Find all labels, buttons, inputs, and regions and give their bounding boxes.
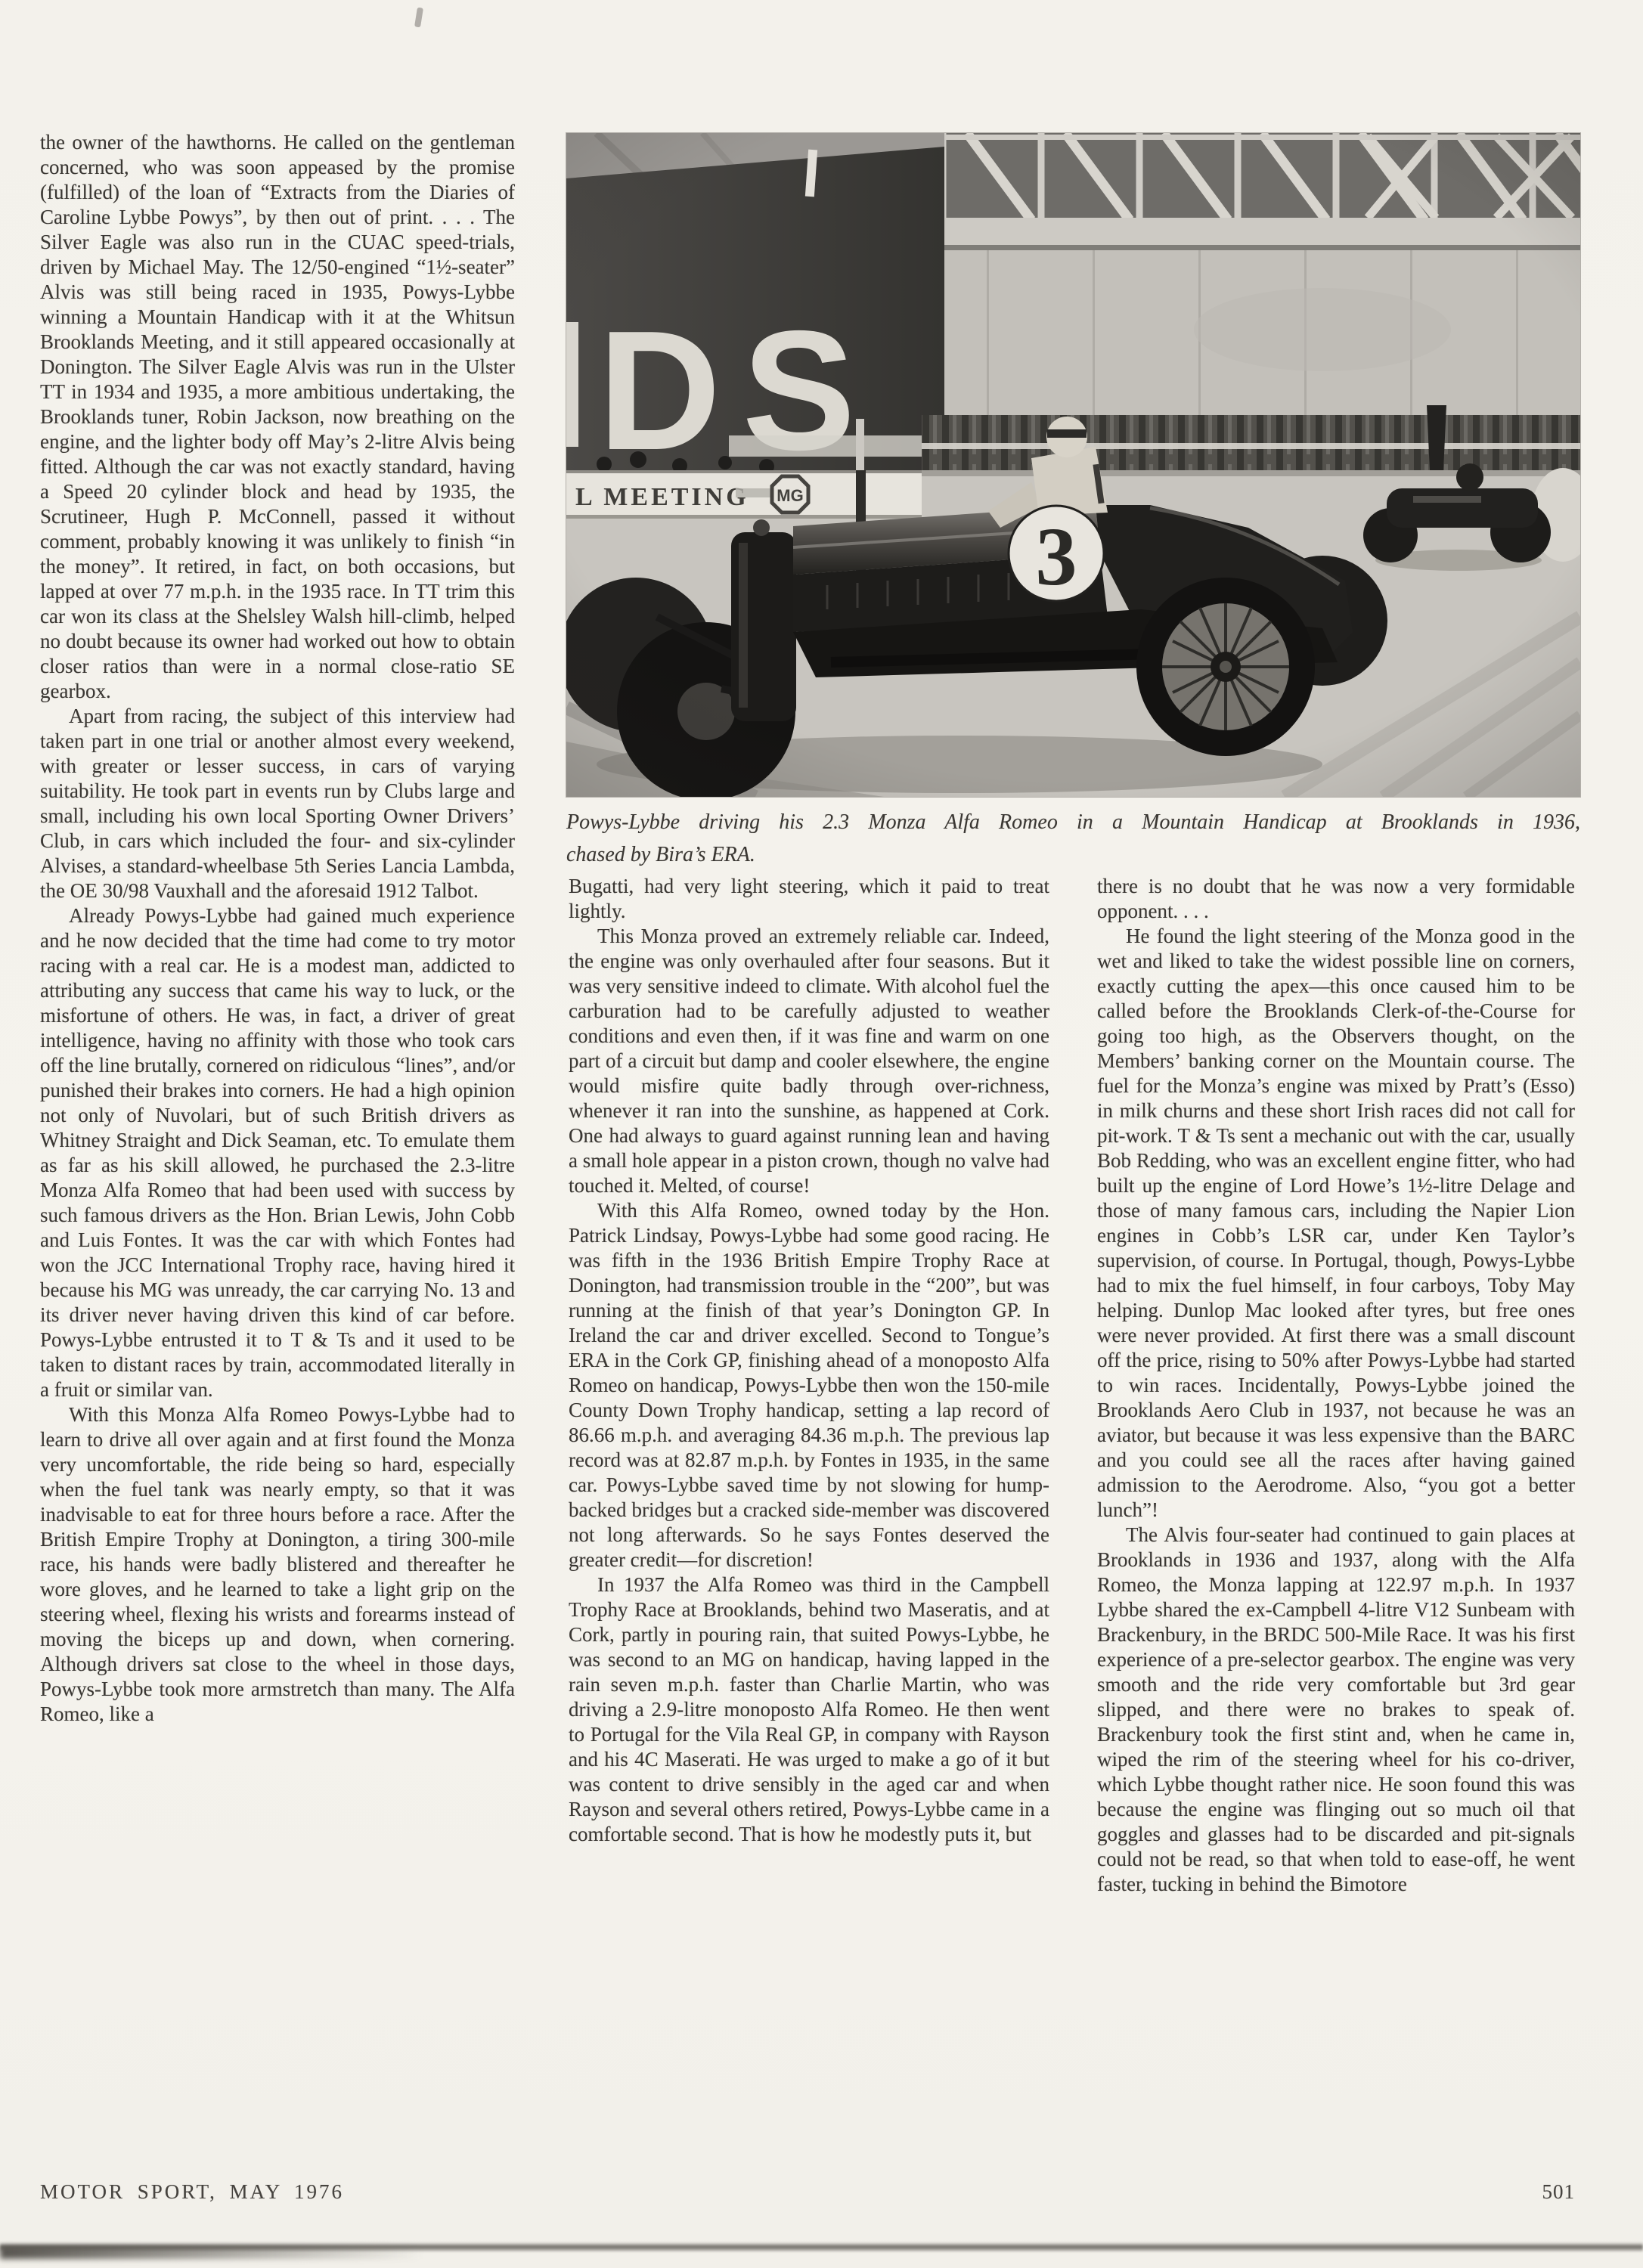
paragraph: there is no doubt that he was now a very formidable opponent. . . . [1097,875,1575,922]
paragraph: the owner of the hawthorns. He called on the gentleman concerned, who was soon appeased by the promise (fulfilled) of the loan of “Extracts from the Diaries of Caroline Lybbe Powys”, by then out of print. . . . The Silver Eagle was also run in the CUAC speed-trials, driven by Michael May. The 12/50-engined “1½-seater” Alvis was still being raced in 1935, Powys-Lybbe winning a Mountain Handicap with it at the Whitsun Brooklands Meeting, and it still appeared occasionally at Donington. The Silver Eagle Alvis was run in the Ulster TT in 1934 and 1935, a more ambitious undertaking, the Brooklands tuner, Robin Jackson, now breathing on the engine, and the lighter body off May’s 2-litre Alvis being fitted. Although the car was not exactly standard, having a Speed 20 cylinder block and head by 1935, the Scrutineer, Hugh P. McConnell, passed it without comment, probably knowing it was unlikely to finish “in the money”. It retired, in fact, on both occasions, but lapped at over 77 m.p.h. in the 1935 race. In TT trim this car won its class at the Shelsley Walsh hill-climb, helped no doubt because its owner had worked out how to obtain closer ratios than were in a normal close-ratio SE gearbox. [40,131,515,702]
paragraph: Apart from racing, the subject of this interview had taken part in one trial or another almost every weekend, with greater or lesser success, in cars of varying suitability. He took part in events run by Clubs large and small, including his own local Sporting Owner Drivers’ Club, in cars which included the four- and six-cylinder Alvises, a standard-wheelbase 5th Series Lancia Lambda, the OE 30/98 Vauxhall and the aforesaid 1912 Talbot. [40,705,515,902]
footer-magazine-title: MOTOR SPORT, MAY 1976 [40,2180,344,2203]
paragraph: He found the light steering of the Monza good in the wet and liked to take the widest possible line on corners, exactly cutting the apex—this once caused him to be called before the Brooklands Clerk-of-the-Course for going too high, as the Observers thought, on the Members’ banking corner on the Mountain course. The fuel for the Monza’s engine was mixed by Pratt’s (Esso) in milk churns and these short Irish races did not call for pit-work. T & Ts sent a mechanic out with the car, usually Bob Redding, who was an excellent engine fitter, who had built up the engine of Lord Howe’s 1½-litre Delage and those of many famous cars, including the Napier Lion engines in Cobb’s LSR car, under Ken Taylor’s supervision, of course. In Portugal, though, Powys-Lybbe had to mix the fuel himself, in four carboys, Toby May helping. Dunlop Mac looked after tyres, but free ones were never provided. At first there was a small discount off the price, rising to 50% after Powys-Lybbe had started to win races. Incidentally, Powys-Lybbe joined the Brooklands Aero Club in 1937, not because he was an aviator, but because it was less expensive than the BARC and you could see all the races after having gained admission to the Aerodrome. Also, “you got a better lunch”! [1097,925,1575,1521]
paragraph: With this Alfa Romeo, owned today by the Hon. Patrick Lindsay, Powys-Lybbe had some good racing. He was fifth in the 1936 British Empire Trophy Race at Donington, had transmission trouble in the “200”, but was running at the finish of that year’s Donington GP. In Ireland the car and driver excelled. Second to Tongue’s ERA in the Cork GP, finishing ahead of a monoposto Alfa Romeo on handicap, Powys-Lybbe then won the 150-mile County Down Trophy handicap, setting a lap record of 86.66 m.p.h. and averaging 84.36 m.p.h. The previous lap record was at 82.87 m.p.h. by Fontes in 1935, in the same car. Powys-Lybbe saved time by not slowing for hump-backed bridges but a cracked side-member was discovered not long afterwards. So he says Fontes deserved the greater credit—for discretion! [569,1199,1049,1571]
paragraph: Bugatti, had very light steering, which it paid to treat lightly. [569,875,1049,922]
article-column-middle [569,874,1049,1847]
paragraph: This Monza proved an extremely reliable car. Indeed, the engine was only overhauled after four seasons. But it was very sensitive indeed to climate. With alcohol fuel the carburation had to be carefully adjusted to weather conditions and even then, if it was fine and warm on one part of a circuit but damp and cooler elsewhere, the engine would misfire quite badly through over-richness, whenever it ran into the sunshine, as happened at Cork. One had always to guard against running lean and having a small hole appear in a piston crown, though no valve had touched it. Melted, of course! [569,925,1049,1197]
photo-caption-line2: chased by Bira’s ERA. [566,843,755,866]
paragraph: With this Monza Alfa Romeo Powys-Lybbe had to learn to drive all over again and at first found the Monza very uncomfortable, the ride being so hard, especially when the fuel tank was nearly empty, so that it was inadvisable to eat for three hours before a race. After the British Empire Trophy at Donington, a tiring 300-mile race, his hands were badly blistered and thereafter he wore gloves, and he learned to take a light grip on the steering wheel, flexing his wrists and forearms instead of moving the biceps up and down, when cornering. Although drivers sat close to the wheel in those days, Powys-Lybbe took more armstretch than many. The Alfa Romeo, like a [40,1403,515,1725]
photo-caption-line1: Powys-Lybbe driving his 2.3 Monza Alfa Romeo in a Mountain Handicap at Brooklands in 1936, [566,810,1580,834]
scan-speck [414,8,423,28]
paragraph: In 1937 the Alfa Romeo was third in the Campbell Trophy Race at Brooklands, behind two Maseratis, and at Cork, partly in pouring rain, that suited Powys-Lybbe, he was second to an MG on handicap, having lapped in the rain seven m.p.h. faster than Charlie Martin, who was driving a 2.9-litre monoposto Alfa Romeo. He then went to Portugal for the Vila Real GP, in company with Rayson and his 4C Maserati. He was urged to make a go of it but was content to drive sensibly in the aged car and when Rayson and several others retired, Powys-Lybbe came in a comfortable second. That is how he modestly puts it, but [569,1573,1049,1845]
paragraph: The Alvis four-seater had continued to gain places at Brooklands in 1936 and 1937, along with the Alfa Romeo, the Monza lapping at 122.97 m.p.h. In 1937 Lybbe shared the ex-Campbell 4-litre V12 Sunbeam with Brackenbury, in the BRDC 500-Mile Race. It was his first experience of a pre-selector gearbox. The engine was very smooth and the ride very comfortable but 3rd gear slipped, and there were no brakes to speak of. Brackenbury took the first stint and, when he came in, wiped the rim of the steering wheel for his co-driver, which Lybbe thought rather nice. He soon found this was because the engine was flinging out so much oil that goggles and glasses had to be discarded and pit-signals could not be read, so that when told to ease-off, he went faster, tucking in behind the Bimotore [1097,1523,1575,1895]
article-column-right [1097,874,1575,1897]
photo-caption [566,806,1580,871]
photo-illustration [566,133,1580,797]
paragraph: Already Powys-Lybbe had gained much experience and he now decided that the time had come to try motor racing with a real car. He is a modest man, addicted to attributing any success that came his way to luck, or the misfortune of others. He was, in fact, a driver of great intelligence, having no affinity with those who took cars off the line brutally, cornered on ridiculous “lines”, and/or punished their brakes into corners. He had a high opinion not only of Nuvolari, but of such British drivers as Whitney Straight and Dick Seaman, etc. To emulate them as far as his skill allowed, he purchased the 2.3-litre Monza Alfa Romeo that had been used with success by such famous drivers as the Hon. Brian Lewis, John Cobb and Luis Fontes. It was the car with which Fontes had won the JCC International Trophy race, having hired it because his MG was unready, the car carrying No. 13 and its driver never having driven this kind of car before. Powys-Lybbe entrusted it to T & Ts and it used to be taken to distant races by train, accommodated literally in a fruit or similar van. [40,904,515,1401]
scan-edge-smudge [0,2247,423,2259]
article-column-left [40,130,515,1727]
race-photo [566,133,1580,797]
footer-page-number: 501 [1542,2180,1575,2203]
